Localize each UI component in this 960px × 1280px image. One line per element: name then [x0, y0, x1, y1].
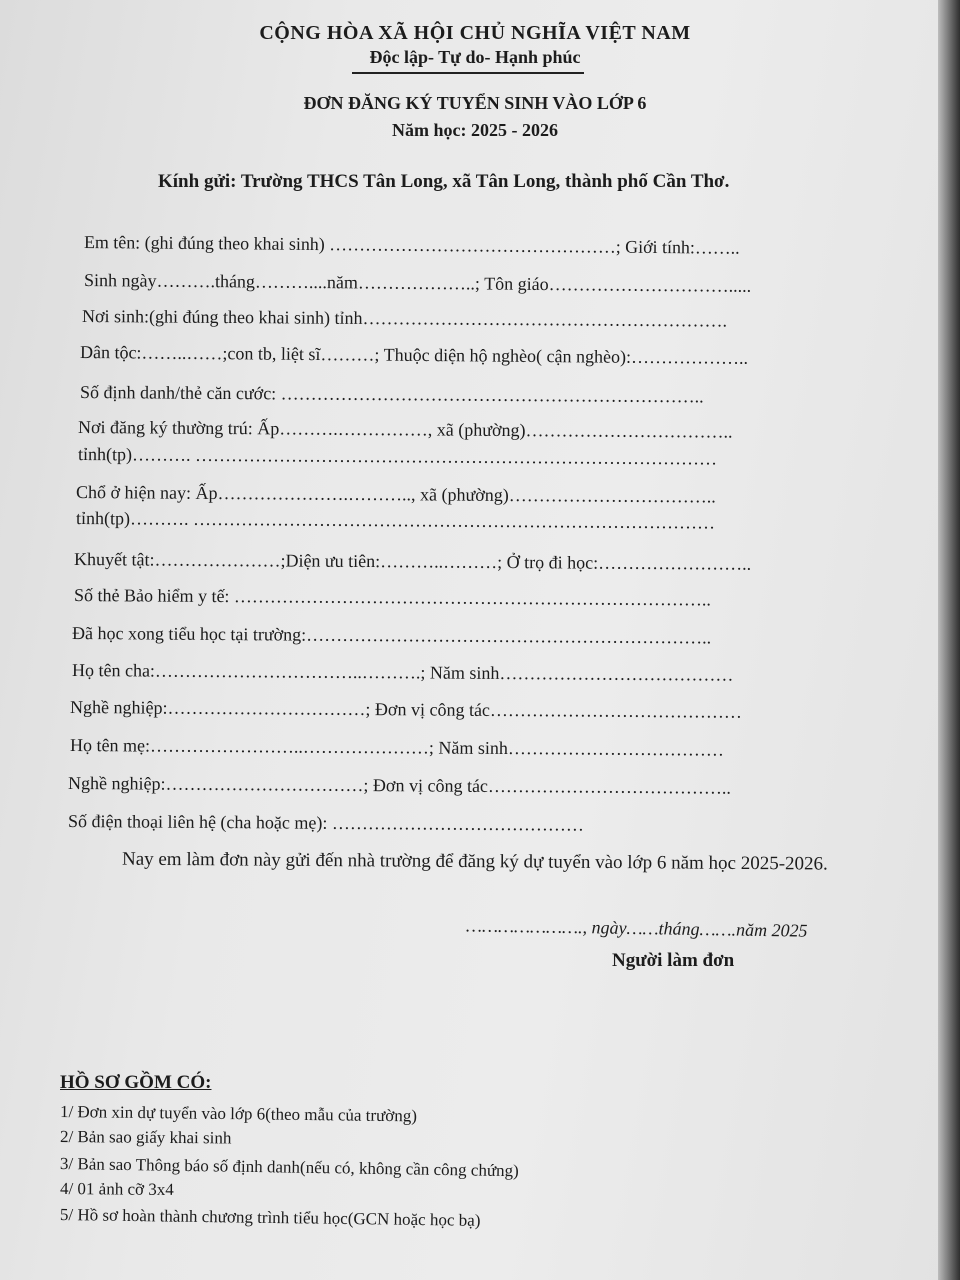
field-father-name: Họ tên cha:……………………………..……….; Năm sinh………………………………… [71, 660, 734, 685]
field-birth-date: Sinh ngày……….tháng………....năm………………..; Tôn giáo…………………………..... [83, 270, 752, 296]
signer-label: Người làm đơn [612, 950, 735, 971]
signature-date-line: …………………., ngày……tháng…….năm 2025 [465, 915, 808, 941]
dossier-item: 1/ Đơn xin dự tuyển vào lớp 6(theo mẫu của trường) [59, 1102, 418, 1126]
field-permanent-address: Nơi đăng ký thường trú: Ấp……….……………, xã (phường)…………………………….. [77, 417, 733, 442]
field-disability: Khuyết tật:…………………;Diện ưu tiên:………..………; Ở trọ đi học:…………………….. [73, 549, 752, 574]
page-edge-shadow [938, 0, 960, 1280]
dossier-item: 4/ 01 ảnh cỡ 3x4 [59, 1179, 174, 1199]
field-ethnicity: Dân tộc:……..……;con tb, liệt sĩ………; Thuộc diện hộ nghèo( cận nghèo):……………….. [79, 342, 749, 368]
field-student-name: Em tên: (ghi đúng theo khai sinh) …………………………………………; Giới tính:…….. [83, 232, 740, 258]
school-year: Năm học: 2025 - 2026 [392, 120, 558, 140]
dossier-title: HỒ SƠ GỒM CÓ: [60, 1072, 212, 1093]
field-birth-place: Nơi sinh:(ghi đúng theo khai sinh) tỉnh……………………………………………………. [81, 306, 728, 331]
national-title: CỘNG HÒA XÃ HỘI CHỦ NGHĨA VIỆT NAM [259, 22, 691, 44]
dossier-item: 5/ Hồ sơ hoàn thành chương trình tiểu học(GCN hoặc học bạ) [59, 1205, 481, 1230]
form-title: ĐƠN ĐĂNG KÝ TUYỂN SINH VÀO LỚP 6 [303, 93, 647, 113]
statement-paragraph [66, 844, 858, 880]
field-father-job: Nghề nghiệp:……………………………; Đơn vị công tác…………………………………… [69, 697, 743, 722]
statement-text: Nay em làm đơn này gửi đến nhà trường để đăng ký dự tuyển vào lớp 6 năm học 2025-2026. [121, 848, 828, 875]
field-current-address: Chổ ở hiện nay: Ấp………………….……….., xã (phường)…………………………….. [75, 482, 716, 507]
field-current-province: tỉnh(tp)………. …………………………………………………………………………… [75, 508, 716, 533]
recipient-line: Kính gửi: Trường THCS Tân Long, xã Tân Long, thành phố Cần Thơ. [158, 171, 730, 192]
field-permanent-province: tỉnh(tp)………. …………………………………………………………………………… [77, 444, 718, 469]
field-id-number: Số định danh/thẻ căn cước: …………………………………………………………….. [79, 382, 704, 407]
national-motto: Độc lập- Tự do- Hạnh phúc [369, 47, 581, 67]
field-mother-name: Họ tên mẹ:……………………..…………………; Năm sinh……………………………… [69, 735, 725, 760]
field-primary-school: Đã học xong tiểu học tại trường:………………………………………………………….. [71, 623, 712, 648]
field-health-insurance: Số thẻ Bảo hiểm y tế: …………………………………………………………………….. [73, 585, 712, 610]
field-mother-job: Nghề nghiệp:……………………………; Đơn vị công tác………………………………….. [67, 773, 732, 798]
field-contact-phone: Số điện thoại liên hệ (cha hoặc mẹ): …………………………………… [67, 811, 584, 835]
dossier-item: 3/ Bản sao Thông báo số định danh(nếu có, không cần công chứng) [59, 1154, 519, 1181]
motto-underline [352, 72, 584, 74]
dossier-item: 2/ Bản sao giấy khai sinh [59, 1127, 232, 1148]
